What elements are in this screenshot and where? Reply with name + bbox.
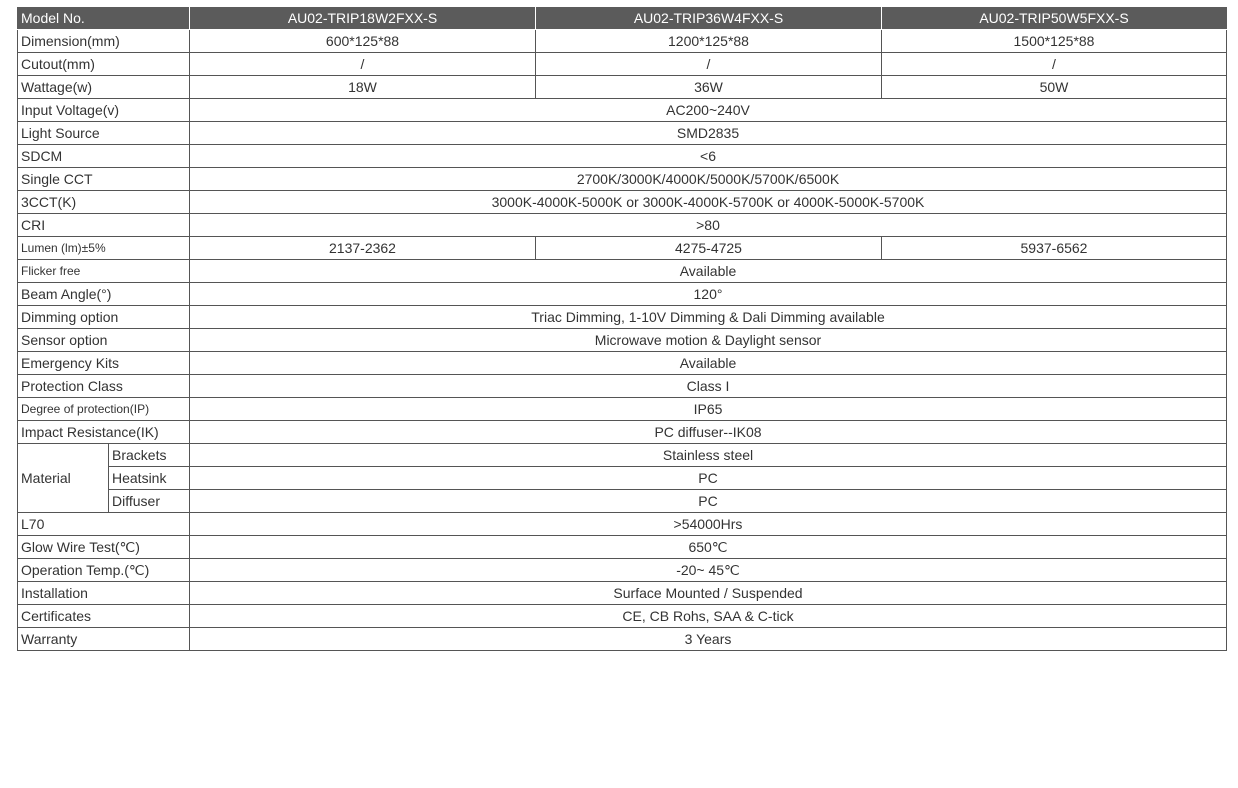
row-label: Sensor option <box>18 329 190 352</box>
cell-value: 36W <box>536 76 882 99</box>
cell-value: 5937-6562 <box>882 237 1227 260</box>
cell-value: SMD2835 <box>190 122 1227 145</box>
cell-value: Available <box>190 260 1227 283</box>
cell-value: 600*125*88 <box>190 30 536 53</box>
cell-value: 2137-2362 <box>190 237 536 260</box>
model-name: AU02-TRIP50W5FXX-S <box>882 8 1227 30</box>
table-row <box>18 536 1227 559</box>
table-row <box>18 490 1227 513</box>
table-row <box>18 467 1227 490</box>
row-label: Impact Resistance(IK) <box>18 421 190 444</box>
row-label: Operation Temp.(℃) <box>18 559 190 582</box>
table-row <box>18 421 1227 444</box>
row-label: Input Voltage(v) <box>18 99 190 122</box>
table-row <box>18 237 1227 260</box>
row-label: Beam Angle(°) <box>18 283 190 306</box>
table-row <box>18 582 1227 605</box>
model-name: AU02-TRIP18W2FXX-S <box>190 8 536 30</box>
row-label: Installation <box>18 582 190 605</box>
row-label: Certificates <box>18 605 190 628</box>
table-row <box>18 513 1227 536</box>
table-row <box>18 628 1227 651</box>
table-row <box>18 145 1227 168</box>
row-label: CRI <box>18 214 190 237</box>
cell-value: 3000K-4000K-5000K or 3000K-4000K-5700K or 4000K-5000K-5700K <box>190 191 1227 214</box>
table-row <box>18 559 1227 582</box>
cell-value: CE, CB Rohs, SAA & C-tick <box>190 605 1227 628</box>
row-sublabel: Brackets <box>109 444 190 467</box>
row-label: Light Source <box>18 122 190 145</box>
row-label: SDCM <box>18 145 190 168</box>
table-row <box>18 53 1227 76</box>
cell-value: 1200*125*88 <box>536 30 882 53</box>
cell-value: 4275-4725 <box>536 237 882 260</box>
row-label: L70 <box>18 513 190 536</box>
cell-value: Triac Dimming, 1-10V Dimming & Dali Dimming available <box>190 306 1227 329</box>
cell-value: PC diffuser--IK08 <box>190 421 1227 444</box>
row-label: Warranty <box>18 628 190 651</box>
cell-value: PC <box>190 490 1227 513</box>
cell-value: IP65 <box>190 398 1227 421</box>
row-sublabel: Heatsink <box>109 467 190 490</box>
cell-value: PC <box>190 467 1227 490</box>
table-row <box>18 168 1227 191</box>
table-row <box>18 398 1227 421</box>
row-label: Protection Class <box>18 375 190 398</box>
cell-value: 2700K/3000K/4000K/5000K/5700K/6500K <box>190 168 1227 191</box>
cell-value: <6 <box>190 145 1227 168</box>
row-label: Cutout(mm) <box>18 53 190 76</box>
table-row <box>18 329 1227 352</box>
header-row <box>18 8 1227 30</box>
row-label: Glow Wire Test(℃) <box>18 536 190 559</box>
model-name: AU02-TRIP36W4FXX-S <box>536 8 882 30</box>
cell-value: / <box>190 53 536 76</box>
cell-value: -20~ 45℃ <box>190 559 1227 582</box>
cell-value: / <box>882 53 1227 76</box>
cell-value: AC200~240V <box>190 99 1227 122</box>
table-row <box>18 283 1227 306</box>
cell-value: 18W <box>190 76 536 99</box>
table-row <box>18 605 1227 628</box>
cell-value: 120° <box>190 283 1227 306</box>
table-row <box>18 122 1227 145</box>
row-label: Single CCT <box>18 168 190 191</box>
cell-value: Microwave motion & Daylight sensor <box>190 329 1227 352</box>
cell-value: Surface Mounted / Suspended <box>190 582 1227 605</box>
table-row <box>18 76 1227 99</box>
row-label: Emergency Kits <box>18 352 190 375</box>
table-row <box>18 352 1227 375</box>
table-row <box>18 214 1227 237</box>
table-row <box>18 30 1227 53</box>
table-row <box>18 444 1227 467</box>
spec-table <box>17 7 1227 651</box>
table-row <box>18 306 1227 329</box>
cell-value: 650℃ <box>190 536 1227 559</box>
row-sublabel: Diffuser <box>109 490 190 513</box>
model-no-label: Model No. <box>18 8 190 30</box>
cell-value: >54000Hrs <box>190 513 1227 536</box>
table-row <box>18 99 1227 122</box>
cell-value: Available <box>190 352 1227 375</box>
cell-value: 1500*125*88 <box>882 30 1227 53</box>
row-label: 3CCT(K) <box>18 191 190 214</box>
table-row <box>18 260 1227 283</box>
row-label: Lumen (lm)±5% <box>18 237 190 260</box>
row-label: Dimension(mm) <box>18 30 190 53</box>
row-label: Degree of protection(IP) <box>18 398 190 421</box>
material-label: Material <box>18 444 109 513</box>
cell-value: Class I <box>190 375 1227 398</box>
table-row <box>18 375 1227 398</box>
table-row <box>18 191 1227 214</box>
cell-value: / <box>536 53 882 76</box>
cell-value: Stainless steel <box>190 444 1227 467</box>
row-label: Dimming option <box>18 306 190 329</box>
cell-value: 3 Years <box>190 628 1227 651</box>
row-label: Flicker free <box>18 260 190 283</box>
cell-value: >80 <box>190 214 1227 237</box>
cell-value: 50W <box>882 76 1227 99</box>
row-label: Wattage(w) <box>18 76 190 99</box>
